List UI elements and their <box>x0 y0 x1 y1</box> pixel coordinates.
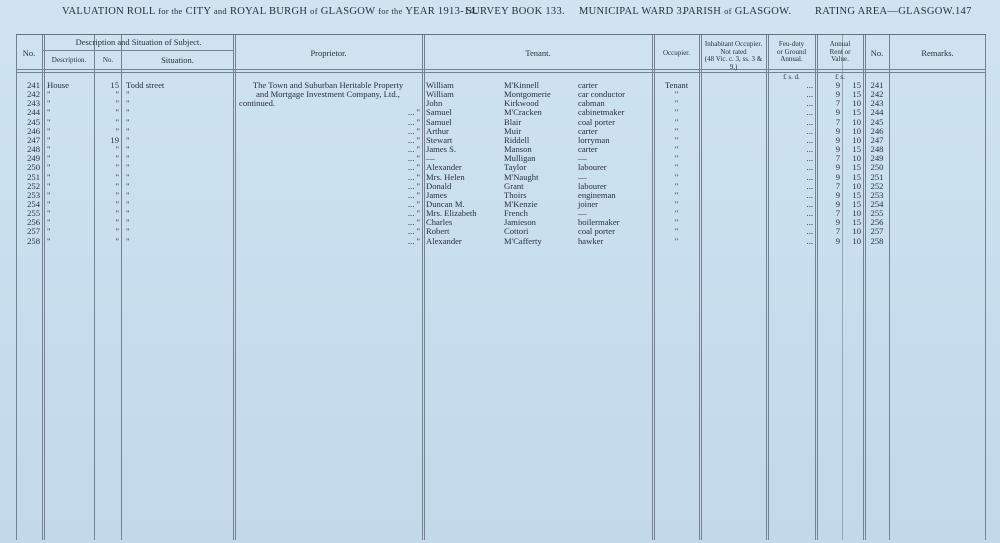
cell-shillings: 15 <box>852 198 861 209</box>
cell-num: " <box>115 125 119 136</box>
cell-situation: Todd street <box>126 80 165 90</box>
cell-first: Donald <box>426 180 452 191</box>
cell-desc: " <box>47 226 51 237</box>
cell-occ: — <box>578 171 587 182</box>
cell-feu: ... <box>806 80 813 90</box>
cell-situation: " <box>126 226 130 237</box>
cell-last: Grant <box>504 180 524 191</box>
cell-no2: 251 <box>870 171 884 182</box>
cell-occ: coal porter <box>578 226 615 237</box>
cell-situation: " <box>126 208 130 219</box>
rule <box>985 35 986 540</box>
cell-no: 249 <box>27 153 40 164</box>
cell-first: Robert <box>426 226 450 237</box>
cell-last: Blair <box>504 116 522 127</box>
cell-pounds: 9 <box>835 217 840 228</box>
cell-occ: carter <box>578 144 598 155</box>
municipal-ward: MUNICIPAL WARD 3. <box>579 6 685 17</box>
cell-first: Samuel <box>426 107 452 118</box>
cell-feu: ... <box>806 144 813 155</box>
cell-last: Montgomerie <box>504 89 551 100</box>
cell-situation: " <box>126 107 130 118</box>
cell-prop: ... " <box>407 162 420 173</box>
cell-occupier: " <box>674 134 679 145</box>
cell-occupier: " <box>674 217 679 228</box>
cell-first: Duncan M. <box>426 198 465 209</box>
cell-occ: engineman <box>578 189 616 200</box>
rating-area: RATING AREA—GLASGOW. <box>815 6 955 17</box>
cell-desc: " <box>47 162 51 173</box>
cell-feu: ... <box>806 235 813 246</box>
cell-feu: ... <box>806 226 813 237</box>
cell-num: 15 <box>110 80 119 90</box>
cell-no: 251 <box>27 171 40 182</box>
page-number: 147 <box>955 6 972 17</box>
cell-first: William <box>426 80 454 90</box>
cell-no: 248 <box>27 144 40 155</box>
cell-num: " <box>115 144 119 155</box>
cell-situation: " <box>126 116 130 127</box>
cell-feu: ... <box>806 107 813 118</box>
col-remarks: Remarks. <box>921 48 954 58</box>
cell-last: Taylor <box>504 162 527 173</box>
cell-occupier: " <box>674 198 679 209</box>
cell-shillings: 15 <box>852 171 861 182</box>
cell-last: Thoirs <box>504 189 527 200</box>
cell-prop: ... " <box>407 208 420 219</box>
cell-shillings: 10 <box>852 180 861 191</box>
cell-desc: " <box>47 125 51 136</box>
cell-shillings: 10 <box>852 134 861 145</box>
cell-occ: carter <box>578 80 598 90</box>
cell-desc: " <box>47 217 51 228</box>
cell-shillings: 15 <box>852 189 861 200</box>
cell-occupier: " <box>674 226 679 237</box>
cell-num: " <box>115 89 119 100</box>
cell-prop: ... " <box>407 134 420 145</box>
proprietor-line-1: The Town and Suburban Heritable Property <box>252 80 404 90</box>
cell-num: " <box>115 153 119 164</box>
cell-pounds: 7 <box>835 98 840 109</box>
cell-occ: labourer <box>578 162 607 173</box>
cell-desc: " <box>47 98 51 109</box>
cell-shillings: 15 <box>852 107 861 118</box>
col-annual-rent: Annual Rent or Value. <box>829 40 851 64</box>
cell-prop: ... " <box>407 235 420 246</box>
cell-last: Riddell <box>504 134 530 145</box>
feu-units: £ s. d. <box>783 73 800 81</box>
cell-no2: 244 <box>870 107 884 118</box>
col-proprietor: Proprietor. <box>310 48 347 58</box>
cell-first: Alexander <box>426 235 462 246</box>
cell-num: " <box>115 226 119 237</box>
cell-shillings: 10 <box>852 208 861 219</box>
cell-desc: " <box>47 235 51 246</box>
cell-no2: 256 <box>870 217 884 228</box>
cell-occ: cabman <box>578 98 605 109</box>
cell-first: Mrs. Helen <box>426 171 465 182</box>
cell-first: — <box>426 153 435 164</box>
cell-occ: coal porter <box>578 116 615 127</box>
cell-pounds: 7 <box>835 153 840 164</box>
cell-last: Cottori <box>504 226 529 237</box>
cell-last: Mulligan <box>504 153 536 164</box>
cell-num: " <box>115 107 119 118</box>
cell-pounds: 9 <box>835 162 840 173</box>
cell-situation: " <box>126 125 130 136</box>
cell-pounds: 9 <box>835 107 840 118</box>
cell-pounds: 9 <box>835 189 840 200</box>
cell-pounds: 9 <box>835 144 840 155</box>
cell-last: M'Cracken <box>504 107 542 118</box>
cell-num: " <box>115 116 119 127</box>
roll-title: VALUATION ROLL for the CITY and ROYAL BURGH of GLASGOW for the YEAR 1913-14. <box>62 6 478 17</box>
cell-situation: " <box>126 180 130 191</box>
cell-shillings: 15 <box>852 80 861 90</box>
cell-occupier: " <box>674 153 679 164</box>
cell-last: Manson <box>504 144 532 155</box>
cell-no2: 249 <box>870 153 884 164</box>
col-feu-duty: Feu-duty or Ground Annual. <box>777 40 806 64</box>
cell-occupier: Tenant <box>664 80 689 90</box>
cell-occupier: " <box>674 171 679 182</box>
cell-first: James S. <box>426 144 457 155</box>
cell-no: 254 <box>27 198 40 209</box>
cell-no: 242 <box>27 89 40 100</box>
proprietor-line-3: continued. <box>239 98 276 108</box>
cell-occupier: " <box>674 144 679 155</box>
cell-occ: joiner <box>578 198 599 209</box>
cell-desc: " <box>47 134 51 145</box>
cell-feu: ... <box>806 89 813 100</box>
cell-occupier: " <box>674 98 679 109</box>
cell-last: Jamieson <box>504 217 536 228</box>
cell-shillings: 10 <box>852 153 861 164</box>
cell-pounds: 7 <box>835 180 840 191</box>
cell-feu: ... <box>806 208 813 219</box>
cell-situation: " <box>126 189 130 200</box>
cell-last: M'Cafferty <box>504 235 542 246</box>
cell-no: 245 <box>27 116 40 127</box>
col-tenant: Tenant. <box>525 48 551 58</box>
cell-occupier: " <box>674 162 679 173</box>
cell-shillings: 10 <box>852 98 861 109</box>
cell-prop: ... " <box>407 144 420 155</box>
cell-shillings: 10 <box>852 235 861 246</box>
col-no-2: No. <box>870 48 884 58</box>
cell-prop: ... " <box>407 116 420 127</box>
cell-desc: " <box>47 89 51 100</box>
cell-first: Charles <box>426 217 453 228</box>
cell-occ: cabinetmaker <box>578 107 625 118</box>
cell-first: Arthur <box>426 125 449 136</box>
cell-desc: " <box>47 116 51 127</box>
cell-occ: car conductor <box>578 89 626 100</box>
cell-prop: ... " <box>407 153 420 164</box>
cell-no2: 254 <box>870 198 884 209</box>
rule <box>699 35 702 540</box>
cell-no: 257 <box>27 226 40 237</box>
cell-no2: 257 <box>870 226 884 237</box>
cell-no: 246 <box>27 125 40 136</box>
cell-situation: " <box>126 144 130 155</box>
cell-no: 247 <box>27 134 40 145</box>
cell-prop: ... " <box>407 226 420 237</box>
cell-pounds: 9 <box>835 134 840 145</box>
cell-num: " <box>115 198 119 209</box>
cell-pounds: 9 <box>835 198 840 209</box>
cell-occupier: " <box>674 208 679 219</box>
cell-pounds: 9 <box>835 89 840 100</box>
cell-num: " <box>115 208 119 219</box>
rule <box>121 35 122 540</box>
cell-pounds: 9 <box>835 80 840 90</box>
rule <box>233 35 236 540</box>
cell-situation: " <box>126 198 130 209</box>
proprietor-line-2: and Mortgage Investment Company, Ltd., <box>256 89 400 99</box>
cell-last: French <box>504 208 528 219</box>
cell-prop: ... " <box>407 180 420 191</box>
col-occupier: Occupier. <box>662 49 690 57</box>
cell-occ: — <box>578 153 587 164</box>
cell-no: 243 <box>27 98 40 109</box>
cell-first: James <box>426 189 448 200</box>
cell-no2: 243 <box>870 98 884 109</box>
cell-shillings: 10 <box>852 116 861 127</box>
cell-feu: ... <box>806 134 813 145</box>
cell-occ: labourer <box>578 180 607 191</box>
cell-prop: ... " <box>407 217 420 228</box>
cell-no: 253 <box>27 189 40 200</box>
cell-occupier: " <box>674 107 679 118</box>
cell-desc: " <box>47 107 51 118</box>
cell-feu: ... <box>806 171 813 182</box>
col-inhabitant: Inhabitant Occupier. Not rated (48 Vic. c. 3, ss. 3 & 9.) <box>704 40 763 71</box>
cell-num: " <box>115 171 119 182</box>
cell-no: 252 <box>27 180 40 191</box>
cell-no2: 245 <box>870 116 884 127</box>
rule <box>42 35 45 540</box>
cell-desc: " <box>47 208 51 219</box>
cell-pounds: 9 <box>835 171 840 182</box>
col-no: No. <box>22 48 36 58</box>
cell-desc: " <box>47 189 51 200</box>
rule <box>42 50 233 51</box>
cell-occ: hawker <box>578 235 604 246</box>
cell-occ: — <box>578 208 587 219</box>
cell-no: 241 <box>27 80 40 90</box>
rule <box>889 35 890 540</box>
cell-pounds: 7 <box>835 116 840 127</box>
valuation-table <box>16 34 986 540</box>
cell-no2: 248 <box>870 144 884 155</box>
cell-no: 250 <box>27 162 40 173</box>
cell-desc: " <box>47 198 51 209</box>
cell-feu: ... <box>806 98 813 109</box>
cell-shillings: 15 <box>852 162 861 173</box>
survey-book: SURVEY BOOK 133. <box>466 6 565 17</box>
cell-occupier: " <box>674 125 679 136</box>
cell-feu: ... <box>806 162 813 173</box>
cell-last: Kirkwood <box>504 98 539 109</box>
cell-feu: ... <box>806 153 813 164</box>
cell-no2: 253 <box>870 189 884 200</box>
cell-shillings: 10 <box>852 226 861 237</box>
cell-num: " <box>115 162 119 173</box>
cell-occ: boilermaker <box>578 217 620 228</box>
cell-first: William <box>426 89 454 100</box>
col-description: Description. <box>51 56 87 64</box>
cell-num: 19 <box>110 134 119 145</box>
cell-num: " <box>115 180 119 191</box>
cell-occupier: " <box>674 180 679 191</box>
cell-prop: ... " <box>407 171 420 182</box>
cell-desc: " <box>47 153 51 164</box>
cell-first: Mrs. Elizabeth <box>426 208 477 219</box>
cell-num: " <box>115 189 119 200</box>
cell-no2: 241 <box>870 80 884 90</box>
cell-num: " <box>115 98 119 109</box>
cell-situation: " <box>126 235 130 246</box>
cell-no: 244 <box>27 107 40 118</box>
cell-no: 255 <box>27 208 40 219</box>
cell-no2: 250 <box>870 162 884 173</box>
parish: PARISH of GLASGOW. <box>683 6 792 17</box>
cell-occupier: " <box>674 189 679 200</box>
page-header <box>0 6 1000 22</box>
cell-no2: 252 <box>870 180 884 191</box>
cell-desc: " <box>47 144 51 155</box>
cell-feu: ... <box>806 116 813 127</box>
cell-no2: 247 <box>870 134 884 145</box>
cell-first: Alexander <box>426 162 462 173</box>
cell-num: " <box>115 217 119 228</box>
cell-last: M'Kenzie <box>504 198 538 209</box>
annual-units: £ s. <box>835 73 845 81</box>
rule <box>422 35 425 540</box>
cell-shillings: 15 <box>852 144 861 155</box>
cell-situation: " <box>126 98 130 109</box>
cell-desc: House <box>47 80 69 90</box>
cell-occ: carter <box>578 125 598 136</box>
cell-pounds: 9 <box>835 125 840 136</box>
cell-occupier: " <box>674 116 679 127</box>
cell-occupier: " <box>674 235 679 246</box>
cell-no: 256 <box>27 217 40 228</box>
rule <box>94 35 95 540</box>
cell-situation: " <box>126 162 130 173</box>
cell-last: M'Naught <box>504 171 539 182</box>
cell-prop: ... " <box>407 107 420 118</box>
cell-no2: 258 <box>870 235 884 246</box>
cell-feu: ... <box>806 217 813 228</box>
cell-feu: ... <box>806 198 813 209</box>
cell-pounds: 7 <box>835 208 840 219</box>
cell-prop: ... " <box>407 125 420 136</box>
cell-occupier: " <box>674 89 679 100</box>
cell-no2: 246 <box>870 125 884 136</box>
cell-desc: " <box>47 171 51 182</box>
cell-feu: ... <box>806 180 813 191</box>
cell-no: 258 <box>27 235 40 246</box>
cell-shillings: 15 <box>852 89 861 100</box>
cell-no2: 255 <box>870 208 884 219</box>
cell-no2: 242 <box>870 89 884 100</box>
col-description-group: Description and Situation of Subject. <box>75 37 202 47</box>
cell-pounds: 7 <box>835 226 840 237</box>
cell-last: Muir <box>504 125 522 136</box>
cell-desc: " <box>47 180 51 191</box>
cell-occ: lorryman <box>578 134 610 145</box>
cell-first: Samuel <box>426 116 452 127</box>
cell-shillings: 15 <box>852 217 861 228</box>
cell-situation: " <box>126 153 130 164</box>
col-number: No. <box>102 56 114 64</box>
cell-situation: " <box>126 89 130 100</box>
cell-situation: " <box>126 171 130 182</box>
cell-situation: " <box>126 134 130 145</box>
cell-feu: ... <box>806 189 813 200</box>
cell-prop: ... " <box>407 198 420 209</box>
col-situation: Situation. <box>161 55 194 65</box>
cell-feu: ... <box>806 125 813 136</box>
cell-last: M'Kinnell <box>504 80 539 90</box>
cell-prop: ... " <box>407 189 420 200</box>
cell-first: Stewart <box>426 134 453 145</box>
rule <box>16 69 986 70</box>
cell-shillings: 10 <box>852 125 861 136</box>
cell-num: " <box>115 235 119 246</box>
cell-pounds: 9 <box>835 235 840 246</box>
cell-situation: " <box>126 217 130 228</box>
cell-first: John <box>426 98 443 109</box>
